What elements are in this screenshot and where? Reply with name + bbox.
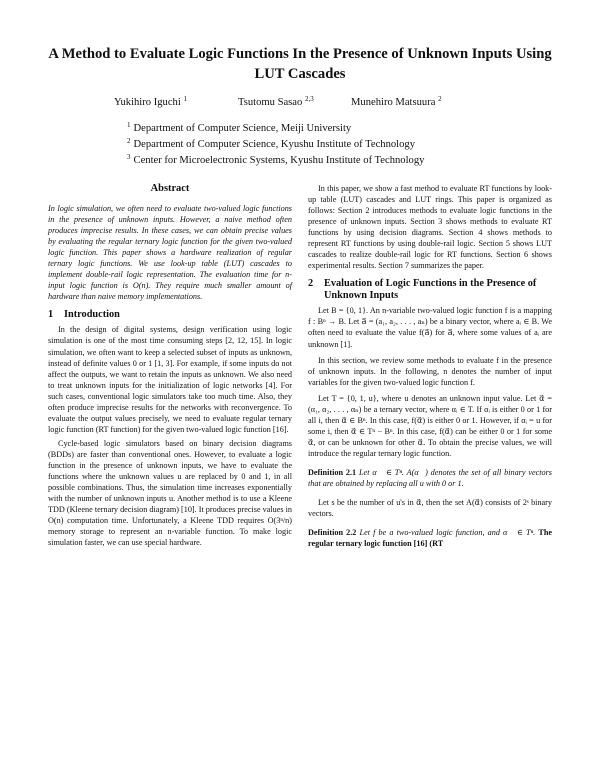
author-matsuura: Munehiro Matsuura $^2$ (351, 95, 442, 108)
sec2-paragraph-1: Let B = {0, 1}. An n-variable two-valued logic function f is a mapping f : Bⁿ → B. Let a⃗ = (a₁, a₂, . . . , aₙ) be a binary vector, where aᵢ ∈ B. We often need to evaluate the value f(a⃗) for a⃗, where some values of aᵢ are unknown [1]. (308, 306, 552, 349)
author-iguchi: Yukihiro Iguchi $^1$ (114, 95, 187, 108)
organization-paragraph: In this paper, we show a fast method to evaluate RT functions by look-up table (LUT) cascades and LUT rings. This paper is organized as follows: Section 2 introduces methods to evaluate logic functions in the presence of unknown inputs. Section 3 shows methods to evaluate RT functions by using decision diagrams. Section 4 shows methods to represent RT functions by using double-rail logic. Section 5 shows LUT cascades to realize double-rail logic for RT functions. Section 6 shows experimental results. Section 7 summarizes the paper. (308, 184, 552, 271)
section-1-heading: 1 Introduction (48, 309, 120, 321)
left-column (48, 183, 292, 548)
affiliation-3: $^3$ Center for Microelectronic Systems, Kyushu Institute of Technology (127, 153, 425, 167)
section-2-heading: 2 Evaluation of Logic Functions in the Presence of Unknown Inputs (308, 278, 537, 302)
definition-2-1: Definition 2.1 Let α⃗ ∈ Tⁿ. A(α⃗) denotes the set of all binary vectors that are obtained by replacing all u with 0 or 1. (308, 467, 552, 489)
sec2-paragraph-4: Let s be the number of u's in α⃗, then the set A(α⃗) consists of 2ˢ binary vectors. (308, 498, 552, 519)
sec2-paragraph-2: In this section, we review some methods to evaluate f in the presence of unknown inputs. In the following, n denotes the number of input variables for the given two-valued logic function f. (308, 355, 552, 387)
affiliation-list (127, 119, 424, 168)
right-column (308, 183, 552, 549)
affiliation-2: $^2$ Department of Computer Science, Kyushu Institute of Technology (127, 137, 415, 151)
abstract-text: In logic simulation, we often need to evaluate two-valued logic functions in the presence of unknown inputs. However, a naive method often produces imprecise results. In these cases, we can obtain precise values by evaluating the regular ternary logic function for the given two-valued logic function. This paper shows a hardware realization of regular ternary logic functions. We use look-up table (LUT) cascades to implement double-rail logic representation. The evaluation time for n-input logic function is O(n). They require much smaller amount of hardware than naive memory implementations. (48, 204, 292, 302)
author-list (40, 95, 560, 111)
intro-paragraph-1: In the design of digital systems, design verification using logic simulation is one of the most time consuming steps [2, 12, 15]. In logic simulation, we often want to keep a selected subset of inputs as unknown, instead of definite values 0 or 1 [1, 3]. For example, if some inputs do not affect the outputs, we want to retain the inputs as unknown. We also need to treat unknown inputs for the initialization of logic networks [4]. For such cases, conventional logic simulators take too much time. Also, they often produce imprecise results for the networks with reconvergence. To evaluate the output values precisely, we need to evaluate regular ternary logic function (RT function) for the given two-valued logic function [16]. (48, 325, 292, 434)
affiliation-1: $^1$ Department of Computer Science, Meiji University (127, 121, 352, 134)
author-sasao: Tsutomu Sasao $^{2,3}$ (238, 95, 314, 108)
paper-title: A Method to Evaluate Logic Functions In the Presence of Unknown Inputs Using LUT Cascades (48, 46, 552, 82)
abstract-heading: Abstract (150, 183, 190, 194)
definition-2-2: Definition 2.2 Let f be a two-valued logic function, and α⃗ ∈ Tⁿ. The regular ternary logic function [16] (RT (308, 528, 553, 549)
sec2-paragraph-3: Let T = {0, 1, u}, where u denotes an unknown input value. Let α⃗ = (α₁, α₂, . . . , αₙ) be a ternary vector, where αᵢ ∈ T. If αᵢ is either 0 or 1 for all i, then α⃗ ∈ Bⁿ. In this case, f(α⃗) is either 0 or 1. However, if αᵢ = u for some i, then α⃗ ∈ Tⁿ − Bⁿ. In this case, f(α⃗) can be either 0 or 1 for some α⃗, or can be unknown for other α⃗. To obtain the precise values, we will introduce the regular ternary logic function. (308, 393, 552, 458)
intro-paragraph-2: Cycle-based logic simulators based on binary decision diagrams (BDDs) are faster than conventional ones. However, to evaluate a logic function in the presence of unknown inputs, we have to evaluate the functions where the unknown values u are replaced by 0 and 1, in all possible combinations. Thus, the simulation time increases exponentially with the number of unknown inputs u. Another method is to use a Kleene TDD (Kleene ternary decision diagram) [10]. It produces precise values in O(n) computation time. Unfortunately, a Kleene TDD requires O(3ⁿ/n) memory storage to represent an n-variable function. To make logic simulation faster, we can use special hardware. (48, 438, 292, 548)
